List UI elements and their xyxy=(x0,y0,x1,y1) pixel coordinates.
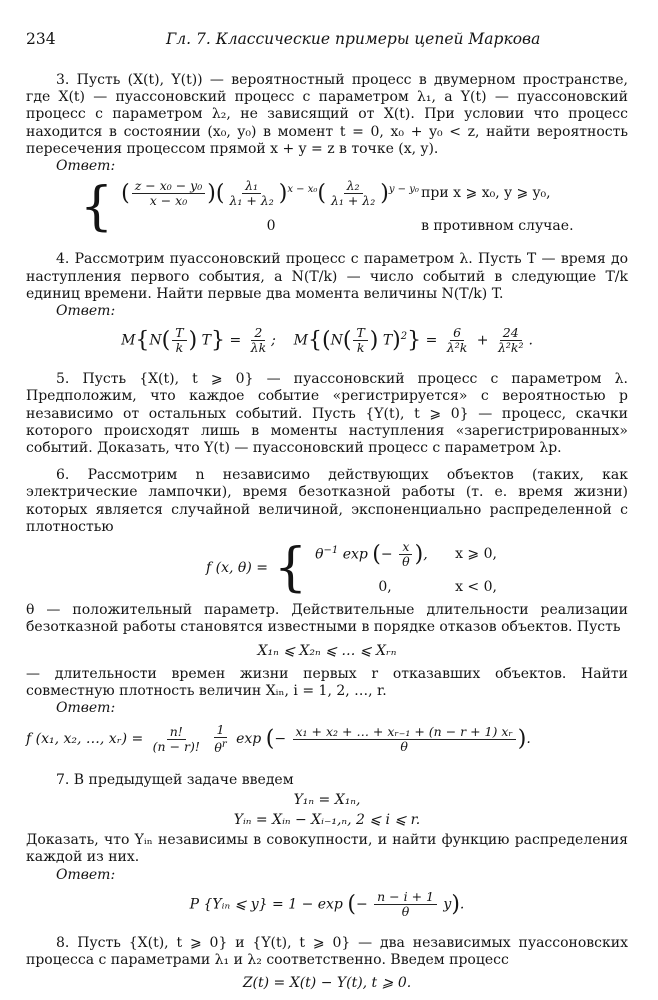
density-brace: { xyxy=(273,538,308,599)
problem-3-case-2-value: 0 xyxy=(266,218,276,235)
page-body xyxy=(26,72,628,998)
density-condition-2: x < 0, xyxy=(455,579,497,596)
problem-8-def: Z(t) = X(t) − Y(t), t ⩾ 0. xyxy=(242,975,412,992)
left-brace: { xyxy=(80,177,114,238)
density-zero-value: 0, xyxy=(378,579,392,596)
binomial-probability-expression: ( $\frac{\text{z − x₀ − y₀}}{\text{x − x₀}}$ )( $\frac{\text{λ₁}}{\text{λ₁ + λ₂}}$ )$^{x - x_0}$( $\frac{\text{λ₂}}{\text{λ₁ + λ₂}}$ )$^{y - y_0}$ xyxy=(121,178,419,209)
problem-3-answer-label: Ответ: xyxy=(56,158,116,175)
problem-7-answer-formula: P {Yᵢₙ ⩽ y} = 1 − exp (− $\frac{n - i + 1}{\theta}$ y). xyxy=(189,888,465,919)
running-title: Гл. 7. Классические примеры цепей Маркова xyxy=(166,30,541,48)
problem-6-text: 6. Рассмотрим n независимо действующих объектов (таких, как электрические лампочки), время безотказной работы (т. е. время жизни) которых является случайной величиной, экспоненциально распределенной с плотностью xyxy=(26,467,628,535)
problem-3-case-1-condition: при x ⩾ x₀, y ⩾ y₀, xyxy=(421,185,551,202)
problem-4-answer-label: Ответ: xyxy=(56,303,116,320)
problem-4-text: 4. Рассмотрим пуассоновский процесс с параметром λ. Пусть T — время до наступления первого события, а N(T/k) — число событий в следующие T/k единиц времени. Найти первые два момента величины N(T/k) T. xyxy=(26,251,628,302)
problem-6-answer-label: Ответ: xyxy=(56,700,116,717)
problem-3-text: 3. Пусть (X(t), Y(t)) — вероятностный процесс в двумерном пространстве, где X(t) — пуассоновский процесс с параметром λ₁, а Y(t) — пуассоновский процесс с параметром λ₂, не зависящий от X(t). При условии что процесс находится в состоянии (x₀, y₀) в момент t = 0, x₀ + y₀ < z, найти вероятность пересечения процессом прямой x + y = z в точке (x, y). xyxy=(26,72,628,157)
problem-7-text: 7. В предыдущей задаче введем xyxy=(56,771,294,788)
problem-6-text-2: θ — положительный параметр. Действительные длительности реализации безотказной работы становятся известными в порядке отказов объектов. Пусть xyxy=(26,602,628,636)
problem-7-answer-label: Ответ: xyxy=(56,866,116,883)
problem-8-text: 8. Пусть {X(t), t ⩾ 0} и {Y(t), t ⩾ 0} — два независимых пуассоновских процесса с параметрами λ₁ и λ₂ соответственно. Введем процесс xyxy=(26,934,628,969)
problem-6-answer-formula: f (x₁, x₂, …, xᵣ) = $\frac{n!}{(n - r)!}$ $\frac{1}{\theta^r}$ exp (− $\frac{\text{x₁ + x₂ + … + xᵣ₋₁ + (n − r + 1) xᵣ}}{\theta}$ ). xyxy=(26,722,531,756)
order-statistics: X₁ₙ ⩽ X₂ₙ ⩽ … ⩽ Xᵣₙ xyxy=(257,642,397,659)
density-condition-1: x ⩾ 0, xyxy=(455,545,497,562)
page-number: 234 xyxy=(26,30,56,48)
density-formula: f (x, θ) = { $\theta^{-1}$ exp (− $\frac{x}{\theta}$ ), x ⩾ 0, 0, x < 0, xyxy=(206,538,497,599)
problem-3-case-2-condition: в противном случае. xyxy=(421,218,574,235)
problem-5-text: 5. Пусть {X(t), t ⩾ 0} — пуассоновский процесс с параметром λ. Предположим, что каждое событие «регистрируется» с вероятностью p независимо от остальных событий. Пусть {Y(t), t ⩾ 0} — процесс, скачки которого происходят лишь в моменты наступления «зарегистрированных» событий. Доказать, что Y(t) — пуассоновский процесс с параметром λp. xyxy=(26,371,628,457)
problem-7-text-2: Доказать, что Yᵢₙ независимы в совокупности, и найти функцию распределения каждой из них. xyxy=(26,832,628,866)
page-header xyxy=(26,30,628,52)
problem-3-case-2 xyxy=(121,218,573,235)
problem-7-def-2: Yᵢₙ = Xᵢₙ − Xᵢ₋₁,ₙ, 2 ⩽ i ⩽ r. xyxy=(233,812,421,829)
problem-3-answer-formula xyxy=(80,177,628,238)
problem-3-case-1 xyxy=(121,179,573,208)
problem-7-def-1: Y₁ₙ = X₁ₙ, xyxy=(293,791,361,808)
problem-4-answer-formula: M{N( $\frac{T}{k}$ ) T} = $\frac{2}{\lambda k}$ ; M{(N( $\frac{T}{k}$ ) T)$^2$} = $\frac{6}{\text{λ²k}}$ + $\frac{24}{\text{λ²k²}}$ . xyxy=(121,325,533,356)
density-positive-expression: $\theta^{-1}$ exp (− $\frac{x}{\theta}$ ), xyxy=(315,539,428,570)
problem-6-text-3: — длительности времен жизни первых r отказавших объектов. Найти совместную плотность величин Xᵢₙ, i = 1, 2, …, r. xyxy=(26,665,628,700)
